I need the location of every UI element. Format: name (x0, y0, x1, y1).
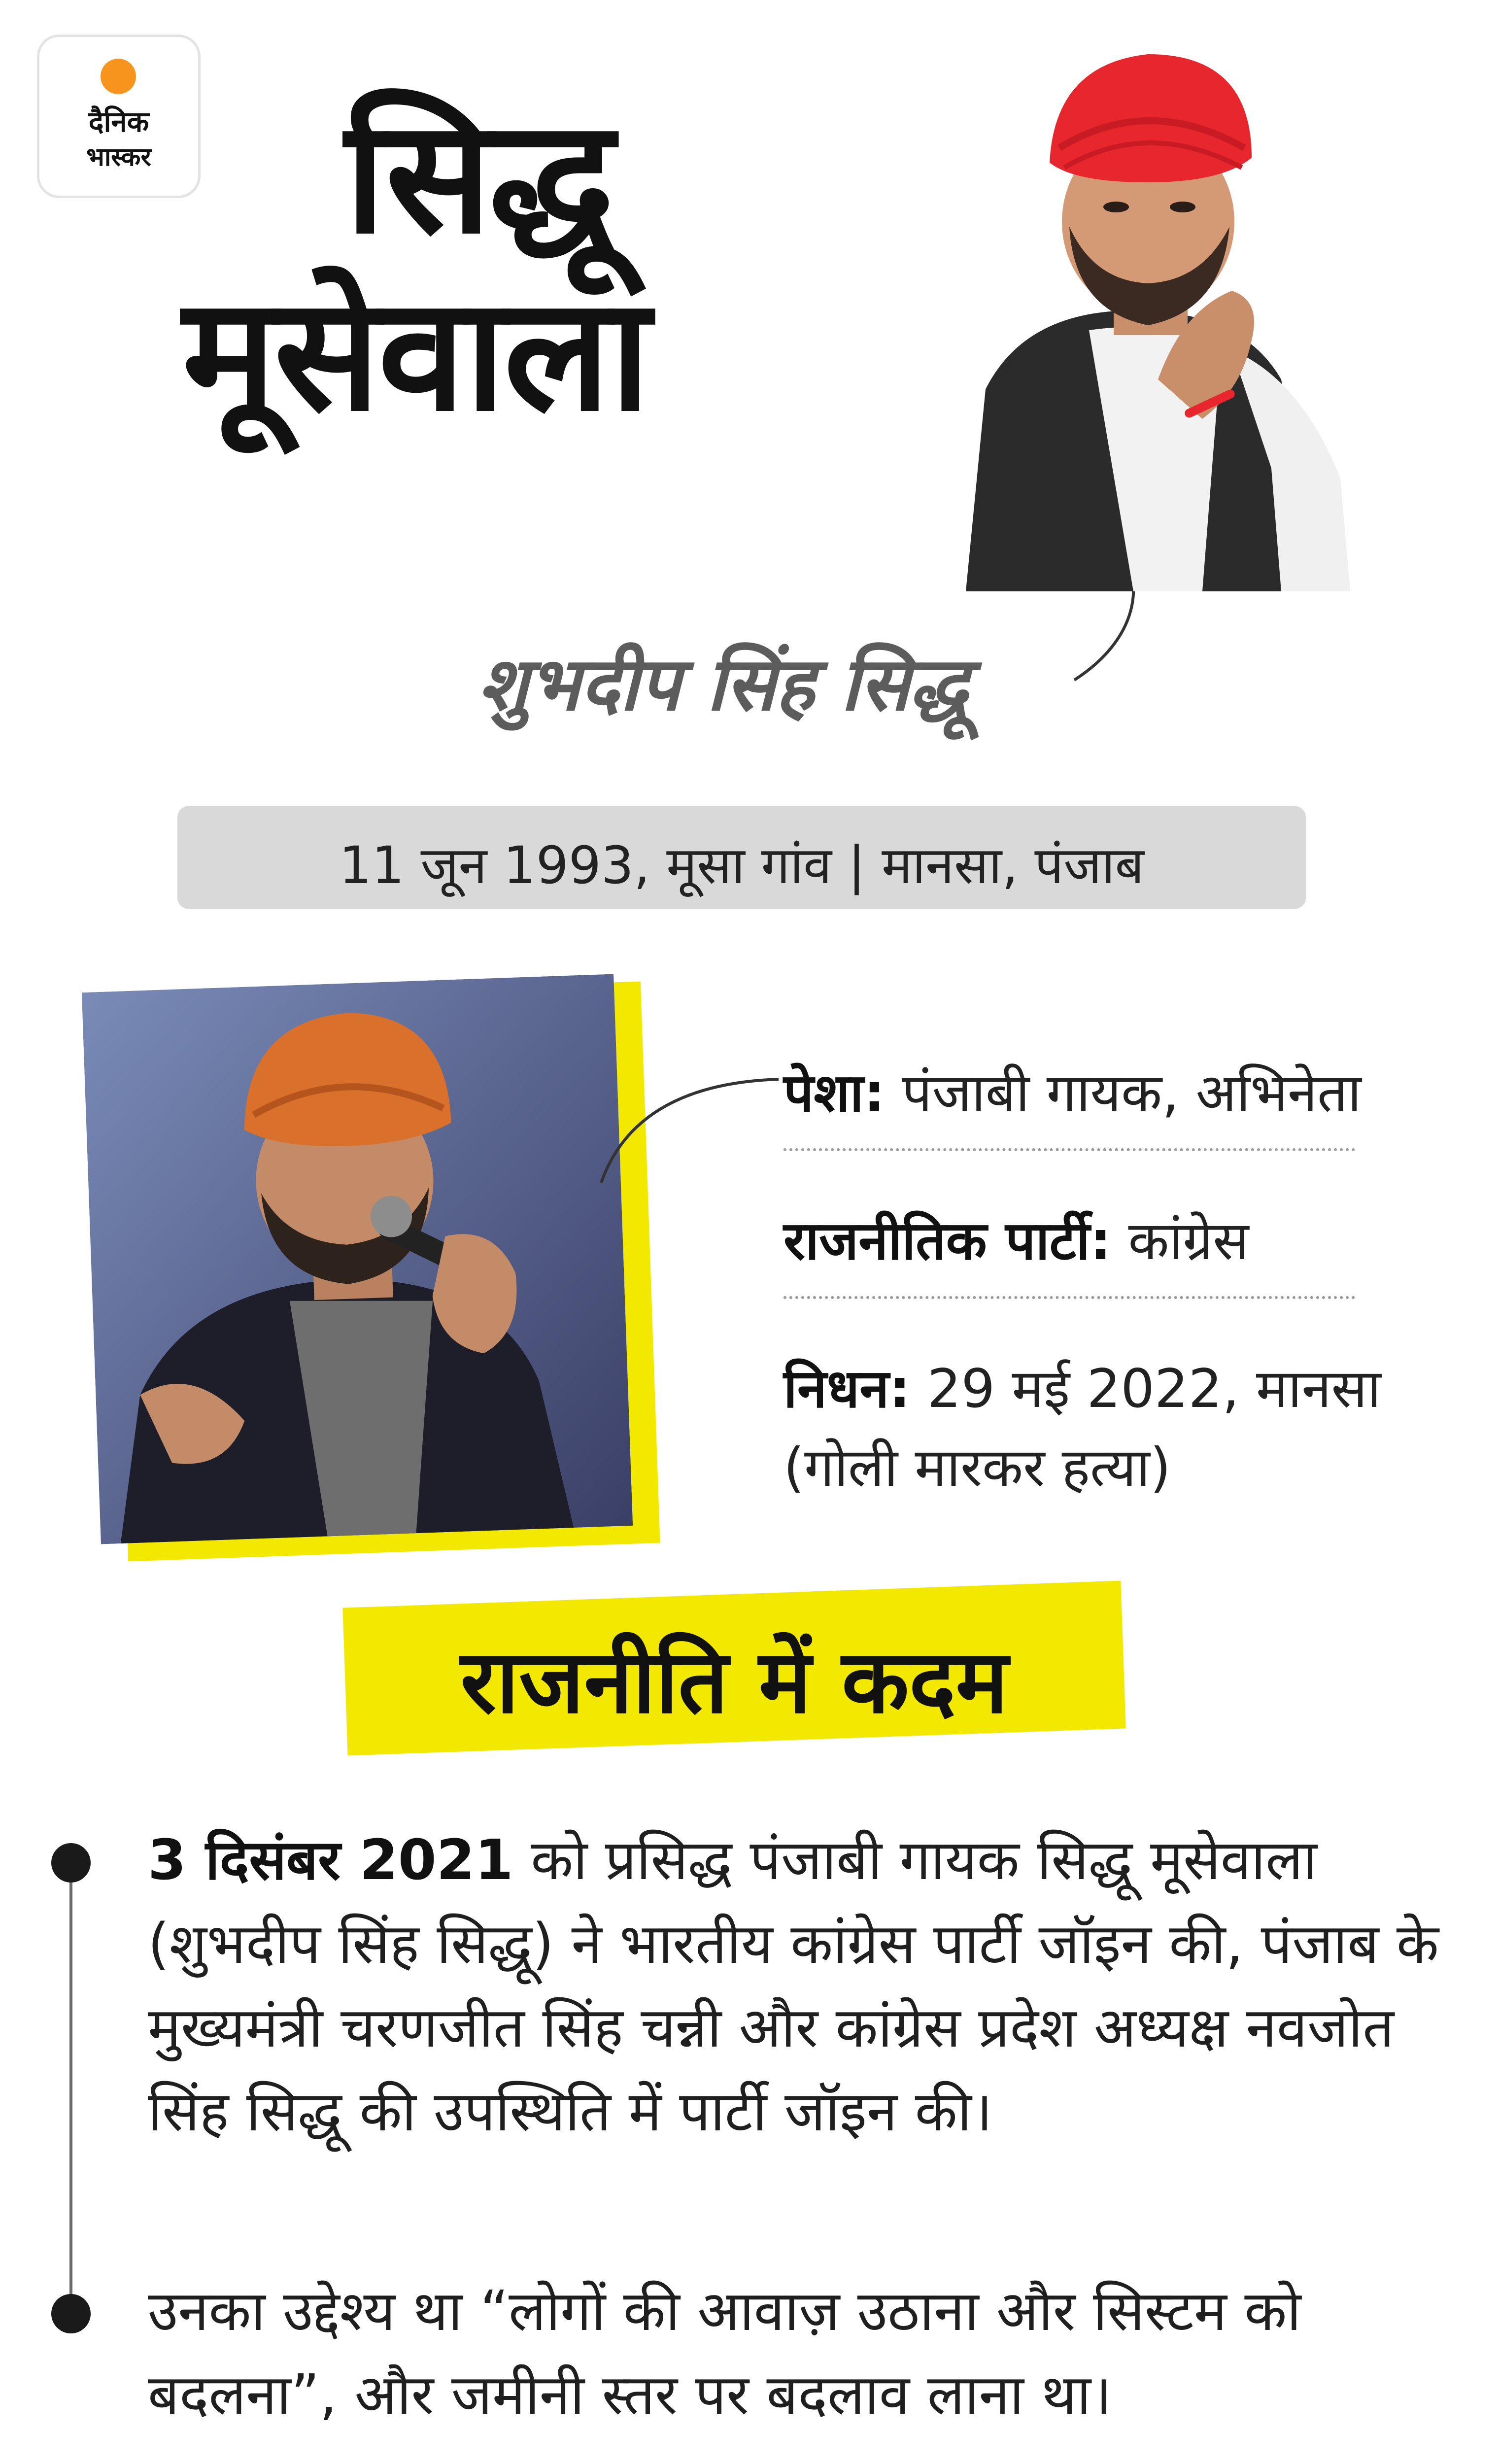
fact-value: पंजाबी गायक, अभिनेता (885, 1062, 1362, 1124)
fact-value: कांग्रेस (1111, 1210, 1249, 1272)
fact-profession (784, 1055, 1362, 1127)
portrait-illustration (926, 34, 1370, 591)
connector-line-facts (591, 1055, 798, 1202)
fact-political-party (784, 1202, 1249, 1275)
fact-label: राजनीतिक पार्टी: (784, 1210, 1112, 1272)
logo-line2: भास्कर (86, 142, 151, 172)
fact-label: निधन: (784, 1358, 911, 1420)
divider (784, 1296, 1355, 1299)
timeline-dot (51, 2294, 91, 2333)
section-heading-politics: राजनीति में कदम (460, 1631, 1008, 1733)
fact-value: 29 मई 2022, मानसा (910, 1358, 1381, 1420)
subtitle-real-name: शुभदीप सिंह सिद्धू (478, 642, 969, 727)
timeline-line (69, 1846, 72, 2328)
timeline-dot (51, 1843, 91, 1882)
divider (784, 1148, 1355, 1151)
fact-death (784, 1350, 1381, 1423)
list-item-text: उनका उद्देश्य था “लोगों की आवाज़ उठाना और सिस्टम को बदलना”, और जमीनी स्तर पर बदलाव लाना था। (148, 2279, 1301, 2427)
fact-label: पेशा: (784, 1062, 885, 1124)
birth-info-text: 11 जून 1993, मूसा गांव | मानसा, पंजाब (339, 835, 1144, 895)
page-title-line2: मूसेवाला (182, 263, 649, 445)
birth-info-bar (177, 806, 1306, 909)
logo-line1: दैनिक (88, 105, 149, 138)
page-title-line1: सिद्धू (345, 86, 613, 268)
list-item (148, 1818, 1449, 2154)
list-item-date: 3 दिसंबर 2021 (148, 1828, 513, 1892)
list-item-text: को प्रसिद्ध पंजाबी गायक सिद्धू मूसेवाला (शुभदीप सिंह सिद्धू) ने भारतीय कांग्रेस पार्टी जॉइन की, पंजाब के मुख्यमंत्री चरणजीत सिंह चन्नी और कांग्रेस प्रदेश अध्यक्ष नवजोत सिंह सिद्धू की उपस्थिति में पार्टी जॉइन की। (148, 1828, 1439, 2144)
fact-death-detail: (गोली मारकर हत्या) (784, 1437, 1171, 1499)
performance-photo (82, 974, 633, 1544)
list-item (148, 2269, 1449, 2437)
